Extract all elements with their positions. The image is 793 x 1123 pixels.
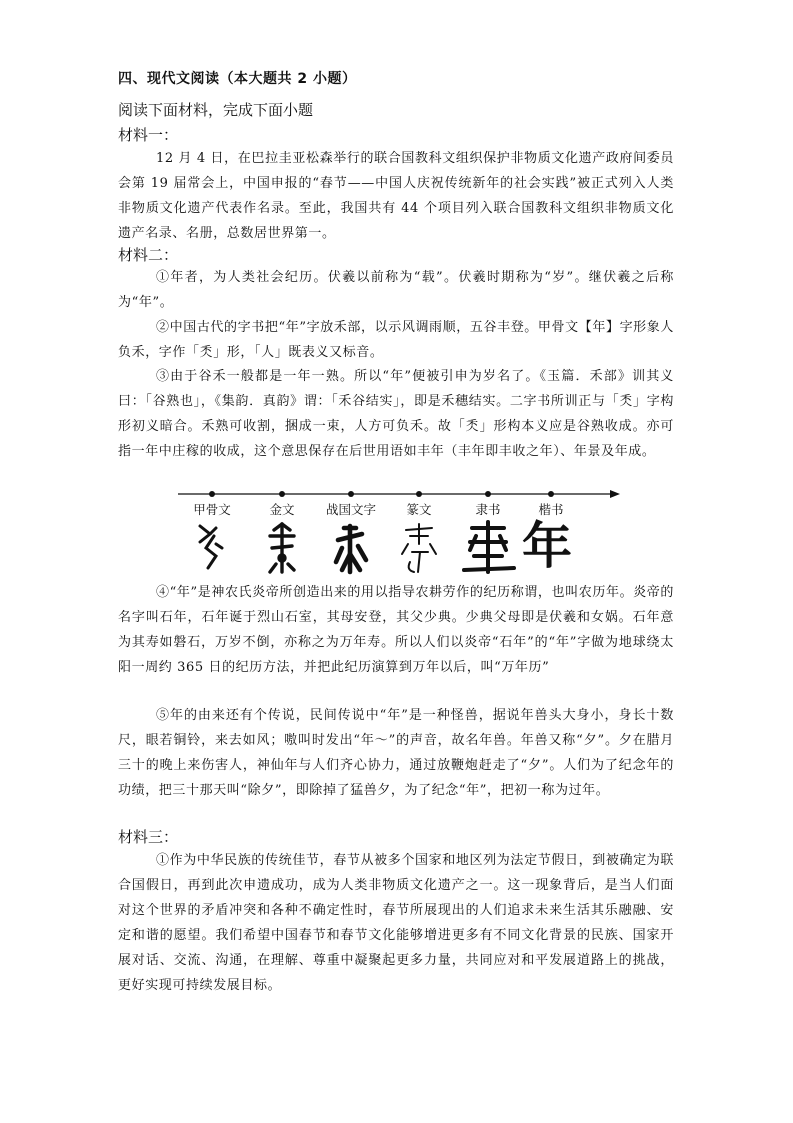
material-2-paragraph-3: ③由于谷禾一般都是一年一熟。所以“年”便被引申为岁名了。《玉篇．禾部》训其义曰：「谷熟也」，《集韵．真韵》谓：「禾谷结实」，即是禾穗结实。二字书所训正与「秂」字构形初义暗合。禾熟可收割，捆成一束，人方可负禾。故「秂」形构本义应是谷熟收成。亦可指一年中庄稼的收成，这个意思保存在后世用语如丰年（丰年即丰收之年）、年景及年成。 [118,369,674,459]
material-1-label: 材料一： [118,126,179,144]
character-evolution-timeline [170,484,630,584]
kaishu-glyph: 年 [522,517,572,575]
timeline-label-zhanguo: 战国文字 [325,502,376,517]
jinwen-glyph [270,524,294,572]
material-3-label: 材料三： [118,828,179,846]
material-2-paragraph-1: ①年者，为人类社会纪历。伏羲以前称为“载”。伏羲时期称为“岁”。继伏羲之后称为“年”。 [118,270,674,310]
timeline-dot [279,491,285,497]
reading-instruction: 阅读下面材料，完成下面小题 [118,101,314,119]
material-2-paragraph-4: ④“年”是神农氏炎帝所创造出来的用以指导农耕劳作的纪历称谓，也叫农历年。炎帝的名字叫石年，石年诞于烈山石室，其母安登，其父少典。少典父母即是伏羲和女娲。石年意为其寿如磐石，万岁不倒，亦称之为万年寿。所以人们以炎帝“石年”的“年”字做为地球绕太阳一周约 365 日的纪历方法，并把此纪历演算到万年以后，叫“万年历” [118,585,674,675]
material-1-paragraph-1: 12 月 4 日，在巴拉圭亚松森举行的联合国教科文组织保护非物质文化遗产政府间委员会第 19 届常会上，中国申报的“春节——中国人庆祝传统新年的社会实践”被正式列入人类非物质文化遗产代表作名录。至此，我国共有 44 个项目列入联合国教科文组织非物质文化遗产名录、名册，总数居世界第一。 [118,151,674,241]
timeline-dot [209,491,215,497]
timeline-label-jinwen: 金文 [269,502,295,517]
lishu-glyph [464,522,514,572]
timeline-dot [548,491,554,497]
timeline-arrowhead [610,490,620,498]
timeline-dot [485,491,491,497]
jiaguwen-glyph [200,526,222,568]
material-3-paragraph-1: ①作为中华民族的传统佳节，春节从被多个国家和地区列为法定节假日，到被确定为联合国假日，再到此次申遗成功，成为人类非物质文化遗产之一。这一现象背后，是当人们面对这个世界的矛盾冲突和各种不确定性时，春节所展现出的人们追求未来生活其乐融融、安定和谐的愿望。我们希望中国春节和春节文化能够增进更多有不同文化背景的民族、国家开展对话、交流、沟通，在理解、尊重中凝聚起更多力量，共同应对和平发展道路上的挑战，更好实现可持续发展目标。 [118,853,674,993]
timeline-dot [416,491,422,497]
timeline-label-zhuanwen: 篆文 [406,502,432,517]
timeline-label-kaishu: 楷书 [538,502,564,517]
material-2-paragraph-5: ⑤年的由来还有个传说，民间传说中“年”是一种怪兽，据说年兽头大身小，身长十数尺，眼若铜铃，来去如风；嗷叫时发出“年～”的声音，故名年兽。年兽又称“夕”。夕在腊月三十的晚上来伤害人，神仙年与人们齐心协力，通过放鞭炮赶走了“夕”。人们为了纪念年的功绩，把三十那天叫“除夕”，即除掉了猛兽夕，为了纪念“年”，把初一称为过年。 [118,708,674,798]
zhuanwen-glyph [402,524,436,572]
material-2-paragraph-2: ②中国古代的字书把“年”字放禾部，以示风调雨顺，五谷丰登。甲骨文【年】字形象人负禾，字作「秂」形，「人」既表义又标音。 [118,320,674,360]
section-title: 四、现代文阅读（本大题共 2 小题） [118,71,357,87]
zhanguo-glyph [336,526,366,572]
timeline-dot [348,491,354,497]
timeline-label-jiaguwen: 甲骨文 [193,502,231,517]
timeline-label-lishu: 隶书 [475,502,501,517]
material-2-label: 材料二： [118,246,179,264]
